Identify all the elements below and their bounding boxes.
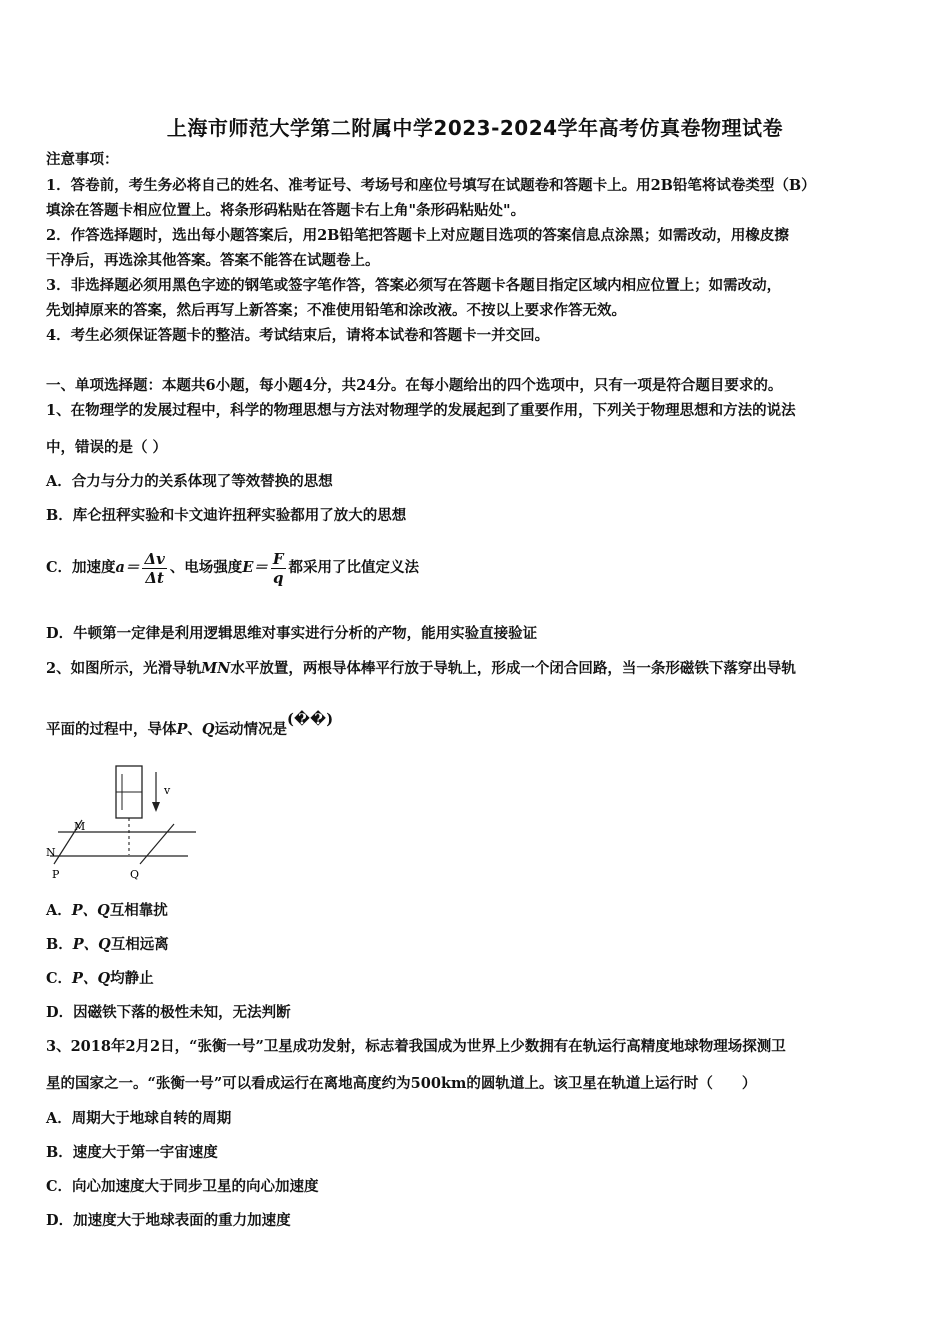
q1-stem-line-1: 1、在物理学的发展过程中，科学的物理思想与方法对物理学的发展起到了重要作用，下列关于物理思想和方法的说法 [46,402,796,419]
q1-option-c-mid: 、电场强度 [169,559,243,576]
q2-stem-part: 2、如图所示，光滑导轨 [46,660,202,677]
q1-stem-line-2: 中，错误的是（ ） [46,439,168,456]
q2-option-text: 均静止 [110,970,154,987]
velocity-arrowhead [152,802,160,812]
q3-option-a: A．周期大于地球自转的周期 [46,1110,232,1127]
q2-option-d: D．因磁铁下落的极性未知，无法判断 [46,1004,291,1021]
notice-line-1: 1．答卷前，考生务必将自己的姓名、准考证号、考场号和座位号填写在试题卷和答题卡上。用2B铅笔将试卷类型（B） [46,177,816,194]
magnet-rail-diagram [44,760,204,885]
q2-answer-brackets: (��) [287,711,334,728]
label-p: P [52,868,60,881]
rod-q [140,824,174,864]
q2-var-q: Q [201,721,215,738]
q2-var-mn: MN [201,660,231,677]
q1-option-c-e: E＝ [242,559,268,576]
label-n: N [46,846,56,859]
q2-option-var: P、Q [71,902,110,919]
q3-option-d: D．加速度大于地球表面的重力加速度 [46,1212,291,1229]
fraction-numerator: Δv [144,549,165,568]
q2-option-var: P、Q [72,970,111,987]
q3-option-c: C．向心加速度大于同步卫星的向心加速度 [46,1178,319,1195]
notice-line-4: 干净后，再选涂其他答案。答案不能答在试题卷上。 [46,252,380,269]
notice-line-2: 填涂在答题卡相应位置上。将条形码粘贴在答题卡右上角"条形码粘贴处"。 [46,202,526,219]
q2-option-c [46,969,154,989]
q2-option-prefix: B． [46,936,73,953]
q2-option-b [46,935,169,955]
section-heading: 一、单项选择题：本题共6小题，每小题4分，共24分。在每小题给出的四个选项中，只有一项是符合题目要求的。 [46,377,783,394]
q2-stem-line-2 [46,711,334,740]
notice-heading: 注意事项： [46,151,119,168]
q3-stem-line-2: 星的国家之一。“张衡一号”可以看成运行在离地高度约为500km的圆轨道上。该卫星在轨道上运行时（ ） [46,1075,757,1092]
fraction-numerator: F [272,549,284,568]
q2-stem-line-1 [46,659,796,679]
label-m: M [74,820,86,833]
q2-option-a [46,901,168,921]
q2-var-p: P [176,721,188,738]
q1-option-c-prefix: C．加速度 [46,559,116,576]
q2-option-text: 互相靠扰 [109,902,168,919]
q1-option-c-a: a＝ [115,559,140,576]
q1-option-c [46,548,419,588]
notice-line-7: 4．考生必须保证答题卡的整洁。考试结束后，请将本试卷和答题卡一并交回。 [46,327,550,344]
label-v: v [164,784,171,797]
q2-option-prefix: C． [46,970,73,987]
q2-stem-part: 运动情况是 [214,721,288,738]
q2-option-var: P、Q [72,936,111,953]
q2-stem-part: 水平放置，两根导体棒平行放于导轨上，形成一个闭合回路，当一条形磁铁下落穿出导轨 [230,660,796,677]
q3-option-b: B．速度大于第一宇宙速度 [46,1144,218,1161]
q2-stem-sep: 、 [187,721,202,738]
q2-stem-part: 平面的过程中，导体 [46,721,177,738]
q2-option-text: 互相远离 [110,936,169,953]
q1-option-a: A．合力与分力的关系体现了等效替换的思想 [46,473,333,490]
q3-stem-line-1: 3、2018年2月2日，“张衡一号”卫星成功发射，标志着我国成为世界上少数拥有在轨运行高精度地球物理场探测卫 [46,1038,786,1055]
q1-option-b: B．库仑扭秤实验和卡文迪许扭秤实验都用了放大的思想 [46,507,407,524]
notice-line-6: 先划掉原来的答案，然后再写上新答案；不准使用铅笔和涂改液。不按以上要求作答无效。 [46,302,626,319]
fraction-denominator: q [272,568,284,587]
label-q: Q [130,868,140,881]
page-title: 上海市师范大学第二附属中学2023-2024学年高考仿真卷物理试卷 [166,116,784,140]
notice-line-5: 3．非选择题必须用黑色字迹的钢笔或签字笔作答，答案必须写在答题卡各题目指定区域内相应位置上；如需改动， [46,277,782,294]
fraction-f-q [271,550,286,587]
q1-option-d: D．牛顿第一定律是利用逻辑思维对事实进行分析的产物，能用实验直接验证 [46,625,538,642]
q1-option-c-suffix: 都采用了比值定义法 [288,559,420,576]
notice-line-3: 2．作答选择题时，选出每小题答案后，用2B铅笔把答题卡上对应题目选项的答案信息点涂黑；如需改动，用橡皮擦 [46,227,789,244]
fraction-denominator: Δt [145,568,164,587]
q2-option-prefix: A． [46,902,72,919]
fraction-dv-dt [142,550,166,587]
